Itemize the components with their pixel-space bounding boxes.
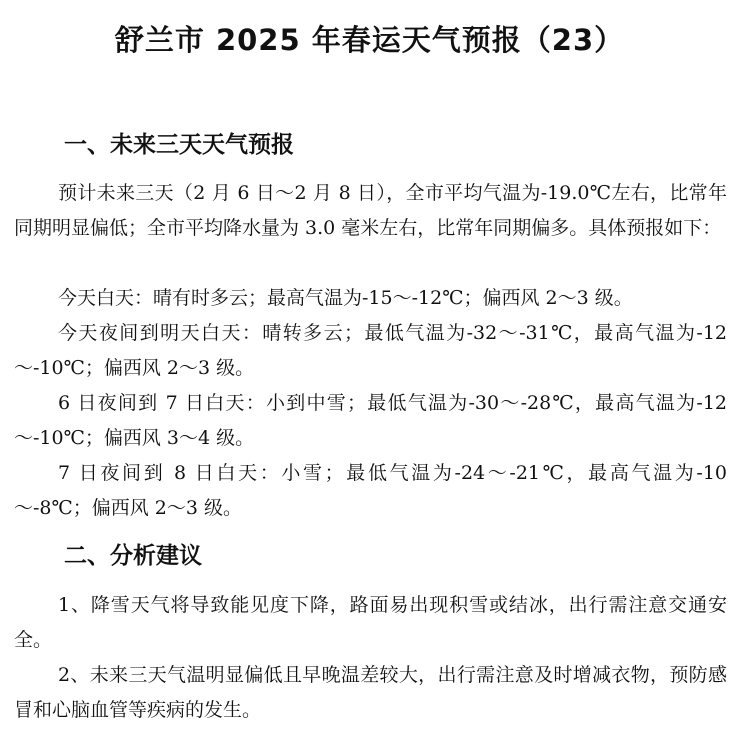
advice-item-2: 2、未来三天气温明显偏低且早晚温差较大，出行需注意及时增减衣物，预防感冒和心脑血管等疾病的发生。 — [14, 664, 727, 721]
section-heading-forecast: 一、未来三天天气预报 — [64, 132, 294, 158]
advice-item-1: 1、降雪天气将导致能见度下降，路面易出现积雪或结冰，出行需注意交通安全。 — [14, 594, 727, 651]
forecast-day6-7-paragraph: 6 日夜间到 7 日白天：小到中雪；最低气温为-30～-28℃，最高气温为-12～-10℃；偏西风 3～4 级。 — [14, 392, 727, 449]
document-title: 舒兰市 2025 年春运天气预报（23） — [114, 23, 625, 57]
forecast-summary-paragraph: 预计未来三天（2 月 6 日～2 月 8 日），全市平均气温为-19.0℃左右，比常年同期明显偏低；全市平均降水量为 3.0 毫米左右，比常年同期偏多。具体预报如下： — [14, 182, 727, 239]
forecast-tonight-tomorrow-paragraph: 今天夜间到明天白天：晴转多云；最低气温为-32～-31℃，最高气温为-12～-10℃；偏西风 2～3 级。 — [14, 322, 727, 379]
section-heading-advice: 二、分析建议 — [64, 543, 202, 569]
forecast-today-paragraph: 今天白天：晴有时多云；最高气温为-15～-12℃；偏西风 2～3 级。 — [58, 287, 633, 309]
forecast-day7-8-paragraph: 7 日夜间到 8 日白天：小雪；最低气温为-24～-21℃，最高气温为-10～-8℃；偏西风 2～3 级。 — [14, 462, 727, 519]
